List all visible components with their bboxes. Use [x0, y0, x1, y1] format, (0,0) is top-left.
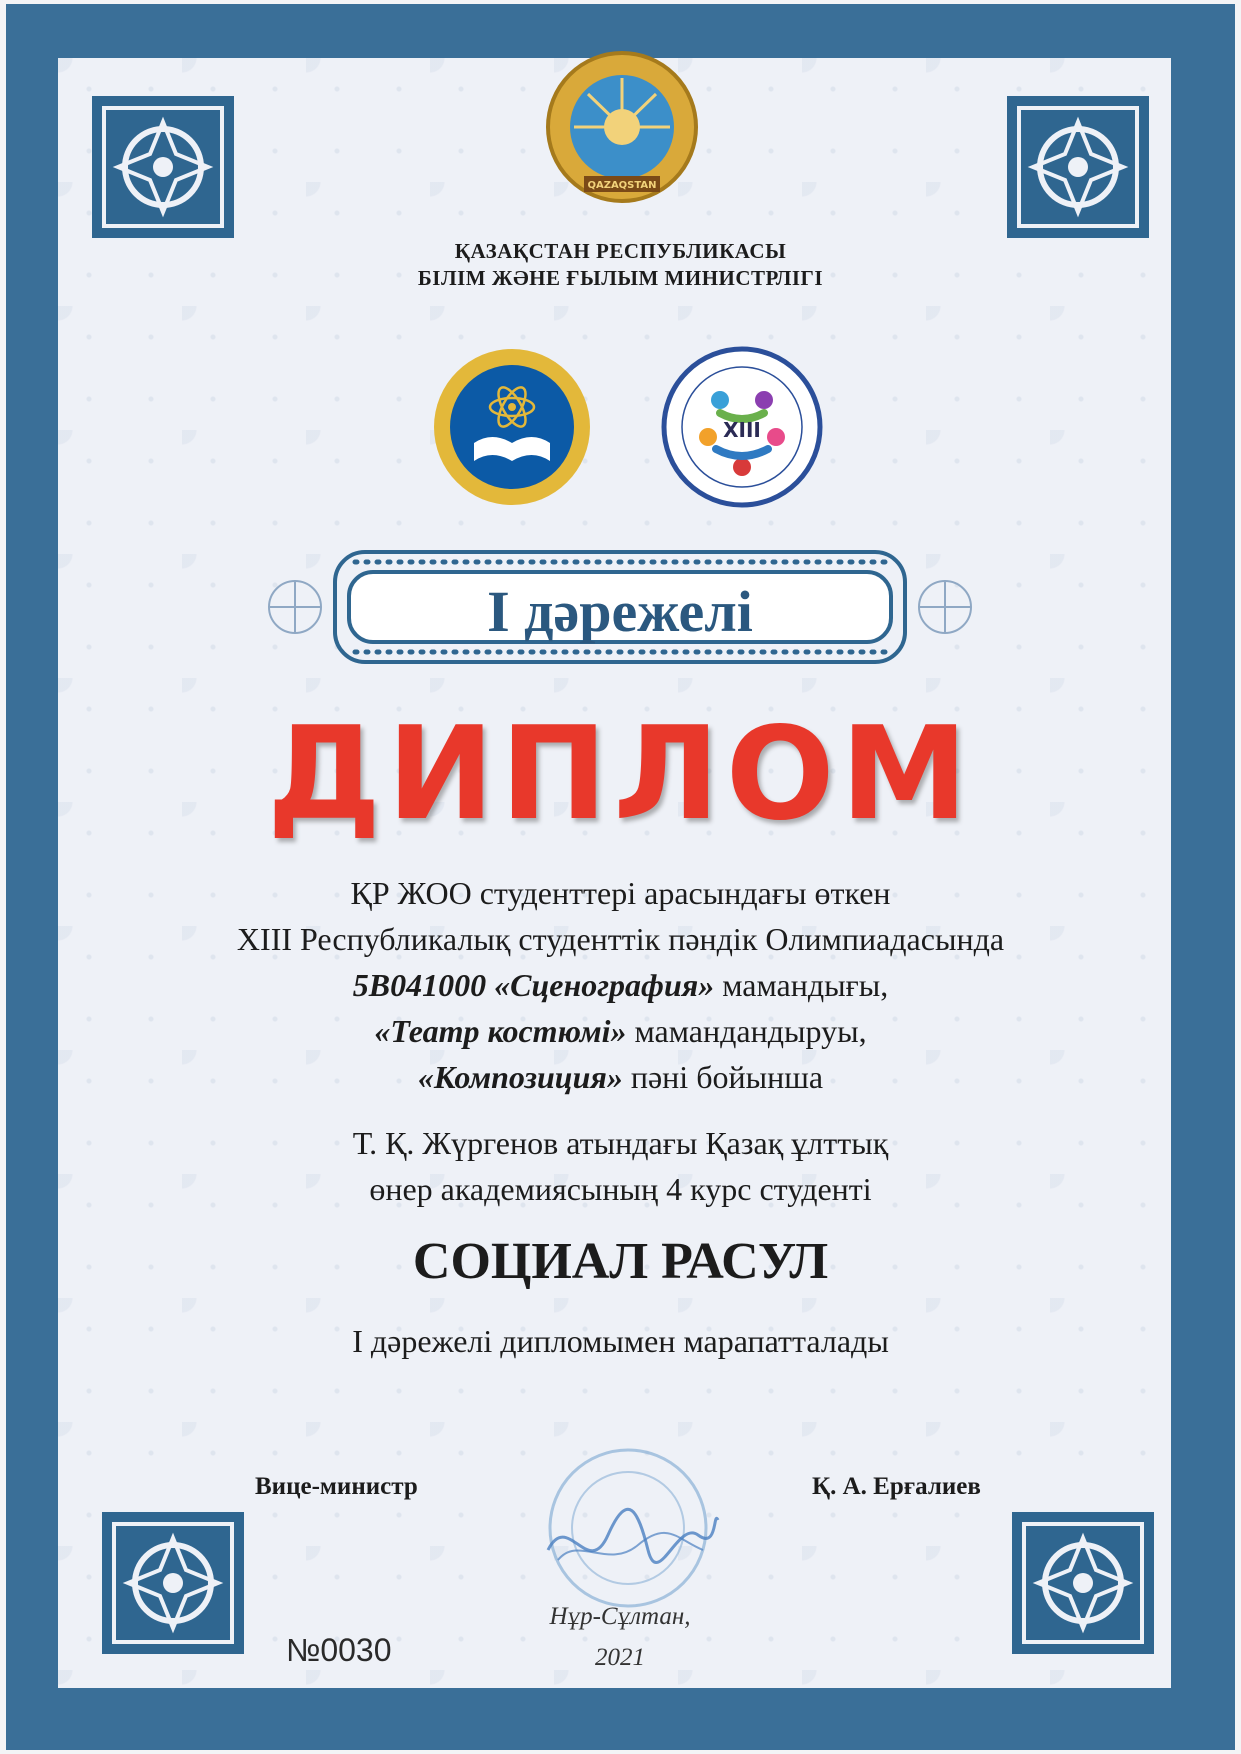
body-line-4	[0, 1008, 1241, 1054]
diploma-title: ДИПЛОМ	[267, 700, 974, 849]
degree-label: I дәрежелі	[487, 579, 753, 644]
specialization-suffix: мамандандыруы,	[626, 1013, 867, 1049]
body-line-6: Т. Қ. Жүргенов атындағы Қазақ ұлттық	[352, 1125, 889, 1161]
subject-suffix: пәні бойынша	[622, 1059, 824, 1095]
ornament-bottom-left-icon	[98, 1508, 248, 1658]
olympiad-logo-icon	[660, 345, 825, 510]
body-line-7: өнер академиясының 4 курс студенті	[369, 1171, 872, 1207]
recipient-name: СОЦИАЛ РАСУЛ	[412, 1233, 829, 1290]
signatory-position: Вице-министр	[255, 1473, 418, 1500]
body-line-1: ҚР ЖОО студенттері арасындағы өткен	[350, 875, 891, 911]
ministry-line-2: БІЛІМ ЖӘНЕ ҒЫЛЫМ МИНИСТРЛІГІ	[417, 266, 824, 290]
award-line: I дәрежелі дипломымен марапатталады	[352, 1323, 889, 1359]
seal-signature-icon	[528, 1440, 728, 1620]
city: Нұр-Сұлтан,	[549, 1603, 691, 1630]
specialty-suffix: мамандығы,	[714, 967, 889, 1003]
signatory-name: Қ. А. Ерғалиев	[812, 1473, 981, 1500]
specialty: 5B041000 «Сценография»	[352, 967, 715, 1003]
ornament-bottom-right-icon	[1008, 1508, 1158, 1658]
emblem-lettering: QAZAQSTAN	[587, 180, 657, 191]
ministry-logo-icon	[430, 345, 595, 510]
ministry-line-1: ҚАЗАҚСТАН РЕСПУБЛИКАСЫ	[454, 239, 787, 263]
diploma-number: №0030	[286, 1632, 392, 1668]
ornament-top-right-icon	[1003, 92, 1153, 242]
year: 2021	[595, 1644, 645, 1671]
body-line-2: XIII Республикалық студенттік пәндік Олимпиадасында	[236, 921, 1005, 957]
state-emblem-icon	[540, 42, 705, 212]
subject: «Композиция»	[417, 1059, 623, 1095]
olympiad-logo-center: XIII	[723, 418, 761, 442]
body-line-5	[0, 1054, 1241, 1100]
body-line-3	[0, 962, 1241, 1008]
ornament-top-left-icon	[88, 92, 238, 242]
specialization: «Театр костюмі»	[374, 1013, 627, 1049]
